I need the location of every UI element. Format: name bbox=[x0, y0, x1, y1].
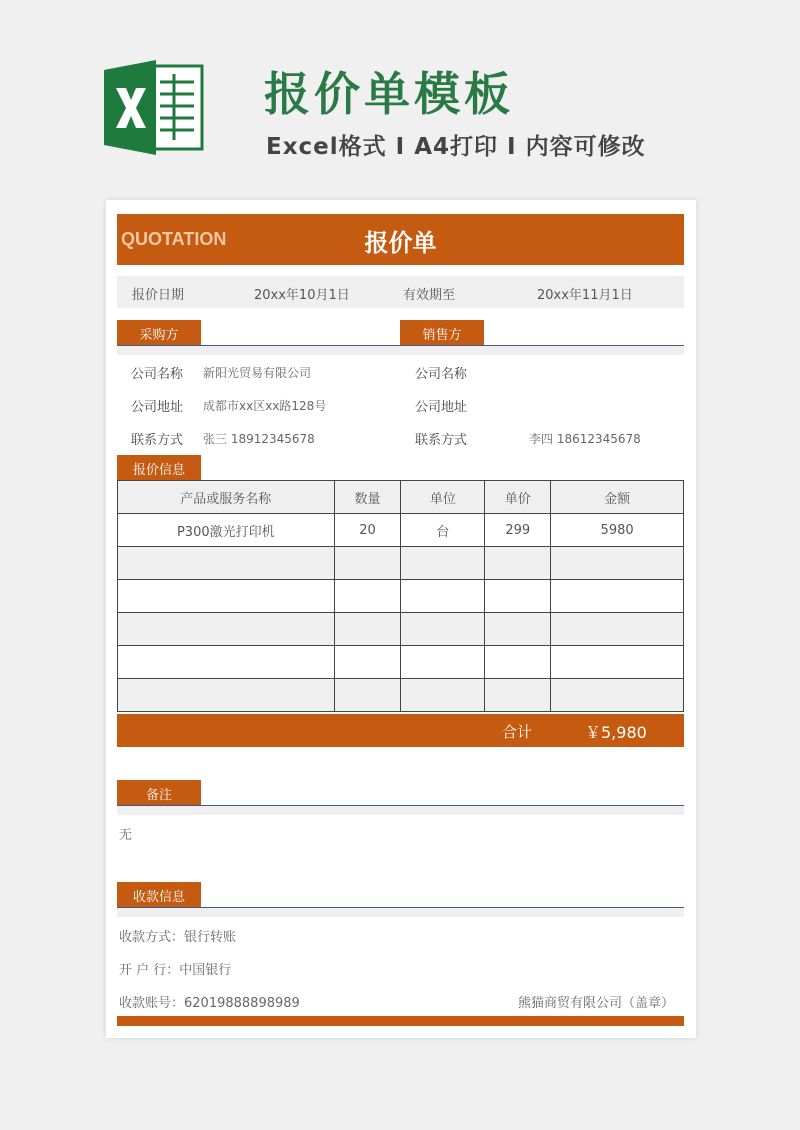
remarks-rule bbox=[117, 805, 684, 806]
cell-product bbox=[118, 613, 335, 646]
cell-price: 299 bbox=[485, 514, 551, 547]
quotation-sheet bbox=[106, 200, 696, 1038]
table-row bbox=[118, 679, 684, 712]
col-header-unit: 单位 bbox=[401, 481, 485, 514]
seller-company-label: 公司名称 bbox=[415, 367, 468, 382]
cell-amount bbox=[551, 580, 684, 613]
cell-unit bbox=[401, 646, 485, 679]
cell-unit bbox=[401, 547, 485, 580]
quote-date-value: 20xx年10月1日 bbox=[254, 288, 350, 303]
cell-product bbox=[118, 580, 335, 613]
cell-amount bbox=[551, 679, 684, 712]
cell-price bbox=[485, 547, 551, 580]
col-header-qty: 数量 bbox=[334, 481, 401, 514]
excel-logo-icon bbox=[104, 60, 204, 155]
cell-amount bbox=[551, 613, 684, 646]
cell-unit bbox=[401, 613, 485, 646]
quote-date-label: 报价日期 bbox=[132, 288, 185, 303]
seller-tag: 销售方 bbox=[400, 320, 484, 345]
total-bar bbox=[117, 714, 684, 747]
col-header-price: 单价 bbox=[485, 481, 551, 514]
cell-qty bbox=[334, 646, 401, 679]
col-header-amount: 金额 bbox=[551, 481, 684, 514]
cell-amount: 5980 bbox=[551, 514, 684, 547]
cell-qty: 20 bbox=[334, 514, 401, 547]
quotation-label: QUOTATION bbox=[121, 229, 227, 249]
party-header-rule bbox=[117, 345, 684, 346]
payment-rule bbox=[117, 907, 684, 908]
col-header-product: 产品或服务名称 bbox=[118, 481, 335, 514]
remarks-band bbox=[117, 806, 684, 815]
table-row bbox=[118, 514, 684, 547]
payment-method: 收款方式：银行转账 bbox=[119, 930, 237, 945]
cell-amount bbox=[551, 646, 684, 679]
remarks-tag: 备注 bbox=[117, 780, 201, 805]
buyer-address-value: 成都市xx区xx路128号 bbox=[203, 399, 327, 413]
title-bar bbox=[117, 214, 684, 265]
total-label: 合计 bbox=[502, 723, 533, 741]
cell-unit: 台 bbox=[401, 514, 485, 547]
buyer-company-value: 新阳光贸易有限公司 bbox=[203, 366, 312, 380]
cell-unit bbox=[401, 580, 485, 613]
cell-price bbox=[485, 613, 551, 646]
buyer-contact-value: 张三 18912345678 bbox=[203, 432, 315, 446]
buyer-address-label: 公司地址 bbox=[131, 400, 184, 415]
seller-contact-label: 联系方式 bbox=[415, 433, 468, 448]
document-title: 报价单 bbox=[364, 229, 437, 257]
cell-product bbox=[118, 679, 335, 712]
payment-account: 收款账号：62019888898989 bbox=[119, 996, 300, 1011]
seller-contact-value: 李四 18612345678 bbox=[529, 432, 641, 446]
total-amount: ￥5,980 bbox=[585, 723, 647, 742]
cell-amount bbox=[551, 547, 684, 580]
cell-product: P300激光打印机 bbox=[118, 514, 335, 547]
table-row bbox=[118, 547, 684, 580]
template-subtitle: Excel格式 I A4打印 I 内容可修改 bbox=[266, 134, 646, 160]
buyer-tag: 采购方 bbox=[117, 320, 201, 345]
buyer-contact-label: 联系方式 bbox=[131, 433, 184, 448]
cell-qty bbox=[334, 679, 401, 712]
cell-price bbox=[485, 679, 551, 712]
payment-bank: 开 户 行：中国银行 bbox=[119, 963, 232, 978]
cell-product bbox=[118, 646, 335, 679]
payment-tag: 收款信息 bbox=[117, 882, 201, 907]
seller-address-label: 公司地址 bbox=[415, 400, 468, 415]
party-header-band bbox=[117, 346, 684, 355]
buyer-company-label: 公司名称 bbox=[131, 367, 184, 382]
cell-price bbox=[485, 646, 551, 679]
remarks-text: 无 bbox=[119, 828, 133, 843]
cell-qty bbox=[334, 613, 401, 646]
payment-band bbox=[117, 908, 684, 917]
items-table bbox=[117, 480, 684, 712]
cell-price bbox=[485, 580, 551, 613]
table-row bbox=[118, 646, 684, 679]
date-row bbox=[117, 276, 684, 308]
company-seal-text: 熊猫商贸有限公司（盖章） bbox=[518, 996, 675, 1011]
bottom-bar bbox=[117, 1016, 684, 1026]
valid-until-label: 有效期至 bbox=[403, 288, 456, 303]
cell-qty bbox=[334, 580, 401, 613]
items-tag: 报价信息 bbox=[117, 455, 201, 480]
table-row bbox=[118, 613, 684, 646]
cell-qty bbox=[334, 547, 401, 580]
valid-until-value: 20xx年11月1日 bbox=[537, 288, 633, 303]
table-row bbox=[118, 580, 684, 613]
cell-product bbox=[118, 547, 335, 580]
table-header-row bbox=[118, 481, 684, 514]
cell-unit bbox=[401, 679, 485, 712]
template-title: 报价单模板 bbox=[264, 67, 514, 121]
